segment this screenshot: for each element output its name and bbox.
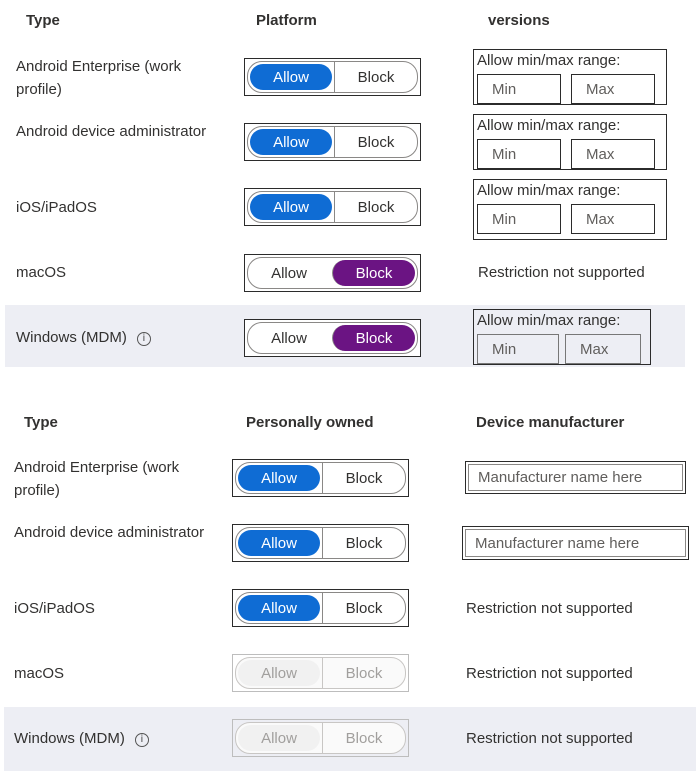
block-option[interactable]: Block [332,260,415,286]
toggle-pill [235,657,406,689]
ownership-toggle-windows [232,719,409,757]
type-header: Type [24,414,58,431]
platform-toggle-android-enterprise[interactable] [244,58,421,96]
ownership-toggle-android-device-admin[interactable] [232,524,409,562]
block-option[interactable]: Block [322,593,405,623]
toggle-pill [235,592,406,624]
manufacturer-input-android-device-admin[interactable]: Manufacturer name here [462,526,689,560]
max-version-input[interactable]: Max [571,74,655,104]
min-version-input[interactable]: Min [477,74,561,104]
min-version-input[interactable]: Min [477,204,561,234]
allow-option[interactable]: Allow [238,595,320,621]
type-label-android-enterprise: Android Enterprise (work profile) [16,58,182,98]
type-label-windows [16,326,226,349]
manufacturer-input-android-enterprise[interactable]: Manufacturer name here [465,461,686,494]
ownership-toggle-android-enterprise[interactable] [232,459,409,497]
min-version-input[interactable]: Min [477,139,561,169]
versions-header: versions [488,12,550,29]
platform-toggle-macos[interactable] [244,254,421,292]
toggle-pill [247,191,418,223]
block-option: Block [322,723,405,753]
type-label-ios: iOS/iPadOS [14,600,95,617]
allow-option[interactable]: Allow [271,329,307,347]
allow-option[interactable]: Allow [271,264,307,282]
toggle-pill [235,722,406,754]
toggle-pill [247,126,418,158]
restriction-note: Restriction not supported [466,665,633,682]
range-label: Allow min/max range: [477,117,621,134]
restriction-note: Restriction not supported [478,264,645,281]
platform-toggle-ios[interactable] [244,188,421,226]
allow-option: Allow [238,660,320,686]
type-label-macos: macOS [16,264,67,281]
allow-option[interactable]: Allow [250,129,332,155]
range-label: Allow min/max range: [477,312,621,329]
ownership-toggle-ios[interactable] [232,589,409,627]
block-option[interactable]: Block [322,463,405,493]
ownership-toggle-macos [232,654,409,692]
restriction-note: Restriction not supported [466,730,633,747]
allow-option[interactable]: Allow [238,530,320,556]
max-version-input[interactable]: Max [571,139,655,169]
min-version-input[interactable]: Min [477,334,559,364]
type-label-android-device-admin: Android device administrator [14,524,205,541]
type-label-text: Windows (MDM) [14,730,125,747]
version-range-android-device-admin [473,114,667,170]
block-option: Block [322,658,405,688]
type-label-macos: macOS [14,665,65,682]
version-range-android-enterprise [473,49,667,105]
block-option[interactable]: Block [322,528,405,558]
block-option[interactable]: Block [332,325,415,351]
toggle-pill [235,462,406,494]
toggle-pill [247,61,418,93]
personally-owned-header: Personally owned [246,414,374,431]
block-option[interactable]: Block [334,192,417,222]
restriction-note: Restriction not supported [466,600,633,617]
platform-toggle-android-device-admin[interactable] [244,123,421,161]
info-icon[interactable]: i [137,332,151,346]
max-version-input[interactable]: Max [565,334,641,364]
toggle-pill [247,257,418,289]
range-label: Allow min/max range: [477,182,621,199]
type-label-android-enterprise: Android Enterprise (work profile) [14,459,180,499]
version-range-ios [473,179,667,240]
block-option[interactable]: Block [334,62,417,92]
type-label-text: Windows (MDM) [16,329,127,346]
block-option[interactable]: Block [334,127,417,157]
allow-option: Allow [238,725,320,751]
toggle-pill [235,527,406,559]
type-label-windows [14,727,224,750]
type-label-ios: iOS/iPadOS [16,199,97,216]
device-manufacturer-header: Device manufacturer [476,414,625,431]
range-label: Allow min/max range: [477,52,621,69]
allow-option[interactable]: Allow [250,64,332,90]
type-header: Type [26,12,60,29]
platform-header: Platform [256,12,317,29]
platform-toggle-windows[interactable] [244,319,421,357]
allow-option[interactable]: Allow [250,194,332,220]
allow-option[interactable]: Allow [238,465,320,491]
info-icon[interactable]: i [135,733,149,747]
version-range-windows [473,309,651,365]
toggle-pill [247,322,418,354]
max-version-input[interactable]: Max [571,204,655,234]
type-label-android-device-admin: Android device administrator [16,123,207,140]
